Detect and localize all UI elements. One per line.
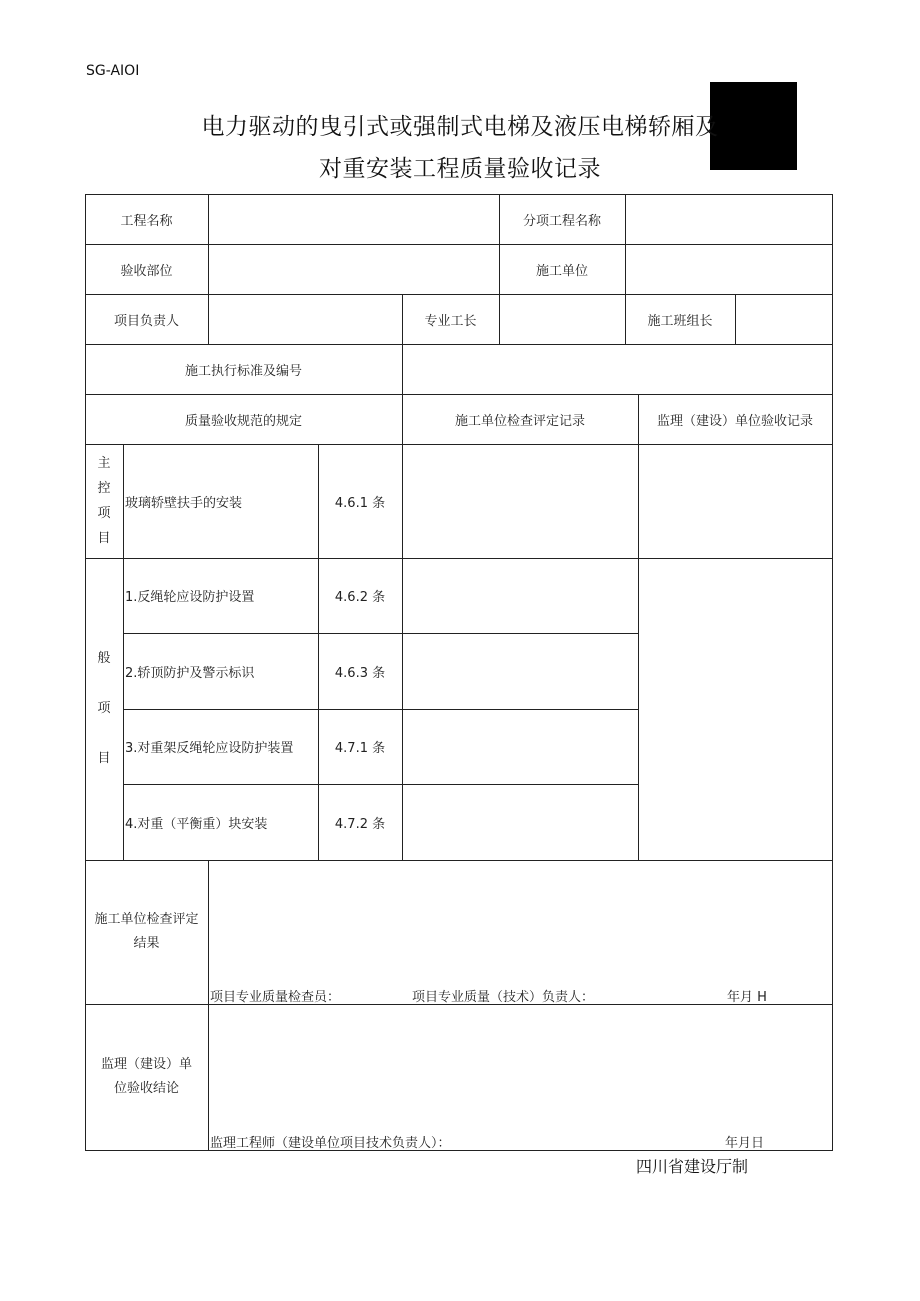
main-item-text: 玻璃轿壁扶手的安装 [125,495,243,511]
supervisor-date-label: 年月日 [725,1136,765,1151]
supervisor-conclusion-label-line2: 位验收结论 [113,1081,179,1096]
main-control-char: 项 [97,506,111,521]
main-item-supervisor-record[interactable] [638,444,832,558]
subproject-name-label: 分项工程名称 [522,213,601,229]
quality-inspector-label: 项目专业质量检查员： [210,990,341,1005]
acceptance-record-table [85,194,833,1151]
general-item-text: 3.对重架反绳轮应设防护装置 [125,741,294,756]
construction-unit-value[interactable] [625,244,832,294]
project-manager-label: 项目负责人 [113,313,179,329]
main-control-char: 目 [97,531,111,546]
contractor-result-area[interactable] [208,860,832,1004]
standard-value[interactable] [402,344,832,394]
construction-unit-label: 施工单位 [535,263,588,279]
general-label [85,558,123,860]
general-item-contractor-record[interactable] [402,784,638,860]
form-code: SG-AIOI [86,63,140,79]
general-char: 目 [97,751,111,766]
main-control-char: 控 [97,481,111,496]
supervisor-record-header: 监理（建设）单位验收记录 [656,413,813,429]
supervisor-conclusion-label [85,1004,208,1150]
project-name-label: 工程名称 [120,213,173,229]
acceptance-part-label: 验收部位 [120,263,173,279]
contractor-result-label-line1: 施工单位检查评定 [94,912,199,927]
contractor-date-label: 年月 H [727,990,767,1005]
contractor-result-label-line2: 结果 [133,936,160,951]
general-item-contractor-record[interactable] [402,633,638,709]
general-item-clause: 4.7.2 条 [334,816,386,832]
general-char: 般 [97,651,111,666]
main-item-clause: 4.6.1 条 [334,495,386,511]
main-item-contractor-record[interactable] [402,444,638,558]
supervisor-conclusion-label-line1: 监理（建设）单 [100,1057,192,1072]
general-char: 项 [97,701,111,716]
general-item-text: 2.轿顶防护及警示标识 [125,665,255,681]
general-item-text: 4.对重（平衡重）块安装 [125,816,268,832]
form-title-line2: 对重安装工程质量验收记录 [319,156,601,182]
subproject-name-value[interactable] [625,194,832,244]
general-item-clause: 4.6.2 条 [334,590,386,605]
general-item-clause: 4.7.1 条 [334,741,386,756]
team-leader-label: 施工班组长 [647,313,713,329]
main-control-label [85,444,123,558]
supervising-engineer-label: 监理工程师（建设单位项目技术负责人）： [210,1136,451,1151]
general-supervisor-record[interactable] [638,558,832,860]
project-name-value[interactable] [208,194,499,244]
general-item-text: 1.反绳轮应设防护设置 [125,590,255,605]
quality-tech-lead-label: 项目专业质量（技术）负责人： [412,990,595,1005]
standard-label: 施工执行标准及编号 [184,363,302,379]
foreman-label: 专业工长 [424,313,477,329]
foreman-value[interactable] [499,294,625,344]
contractor-result-label [85,860,208,1004]
contractor-record-header: 施工单位检查评定记录 [454,413,585,429]
general-item-clause: 4.6.3 条 [334,665,386,681]
team-leader-value[interactable] [735,294,832,344]
acceptance-part-value[interactable] [208,244,499,294]
project-manager-value[interactable] [208,294,402,344]
general-item-contractor-record[interactable] [402,558,638,633]
form-title-line1: 电力驱动的曳引式或强制式电梯及液压电梯轿厢及 [201,114,719,140]
spec-column-header: 质量验收规范的规定 [184,413,302,429]
main-control-char: 主 [97,456,111,471]
supervisor-conclusion-area[interactable] [208,1004,832,1150]
issuer-footer: 四川省建设厅制 [636,1157,749,1176]
general-item-contractor-record[interactable] [402,709,638,784]
